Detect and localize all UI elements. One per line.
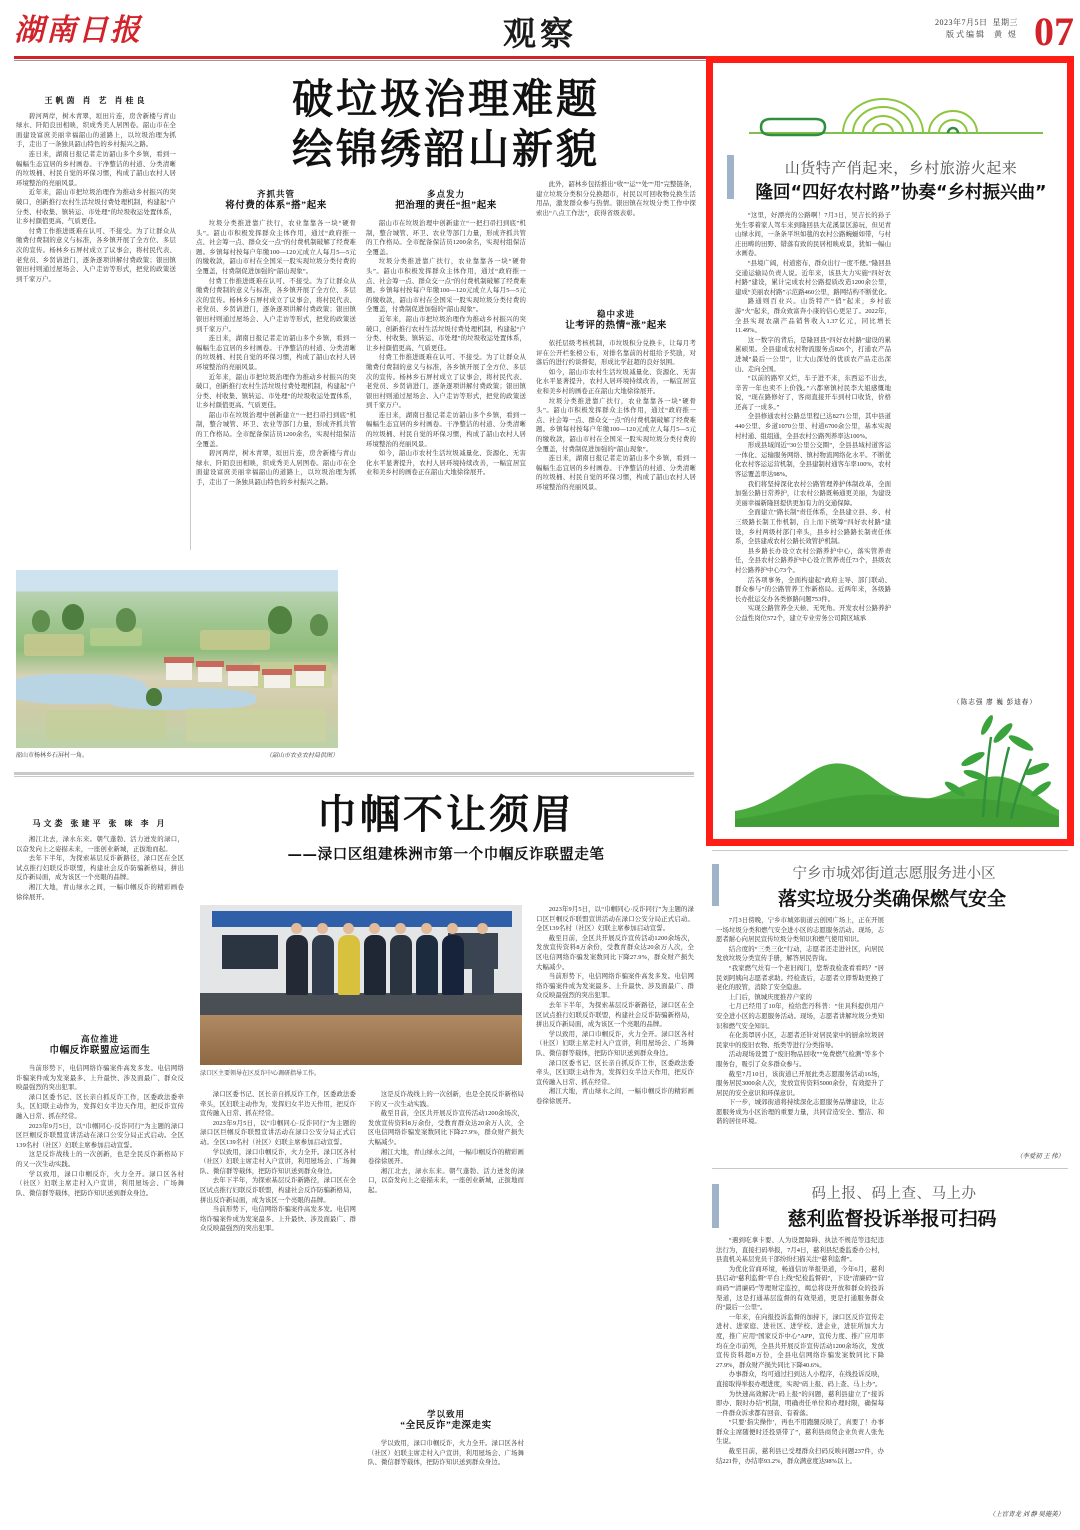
ra2-p4: 上门后，镇城庆度推荐户家的 — [728, 993, 812, 1001]
ra3-p2: 为优化营商环境，畅通信访举报渠道，今年6月，慈利县启动“慈利监督”平台上线“纪检监督码”，下设“清廉码”“营商码”“清廉码”等理财定监控，竭总将设开放和群众的投诉渠道，这是打通基层监督的有效渠道，更是打通服务群众的“最后一公里”。 — [716, 1265, 884, 1312]
article2-sub1-title: 巾帼反诈联盟应运而生 — [49, 1046, 151, 1056]
right-article-2-title: 落实垃圾分类确保燃气安全 — [777, 888, 1006, 910]
right-article-3 — [712, 1180, 1068, 1520]
article1-sub2-p1: 韶山市在垃圾治理中创新建立“一把扫帚扫到底”机制，整合城管、环卫、农业等部门力量，形成齐抓共管的工作格局。全市配备保洁员1200余名，实现村组保洁全覆盖。 — [366, 220, 526, 256]
article1-p3: 近年来，韶山市把垃圾治理作为推动乡村振兴的突破口，创新推行农村生活垃圾付费处理机制，构建起“户分类、村收集、镇转运、市处理”的垃圾收运处置体系，让乡村颜值更高、气质更佳。 — [16, 189, 176, 226]
article2-c3-p2: 截至目前，全区共开展反诈宣传活动1200余场次，发放宣传资料8万余份，受教育群众达20余万人次，全区电信网络诈骗发案数同比下降27.9%，群众财产损失大幅减少。 — [368, 1110, 524, 1146]
article1-col3 — [366, 180, 526, 760]
right-article-2-kicker: 宁乡市城郊街道志愿服务进小区 — [792, 866, 996, 882]
article1-col4 — [536, 180, 696, 760]
article2-c4-p4: 去年下半年，为探索基层反诈新路径，渌口区在全区试点推行妇联反诈联盟，构建社会反诈防骗新格局，拼出反诈新局面，成为该区一个亮眼的品牌。 — [536, 1001, 694, 1029]
article1-headline-line1: 破垃圾治理难题 — [292, 75, 600, 123]
article2-sub1-p1: 当前形势下，电信网络诈骗案件高发多发。电信网络诈骗案件成为发案最多、上升最快、涉及面最广、群众反映最强烈的突出犯罪。 — [16, 1065, 184, 1092]
article1-headline-line2: 绘锦绣韶山新貌 — [292, 125, 600, 173]
editor-label: 版式编辑 — [946, 30, 986, 39]
article1-sub3-p3: 垃圾分类推进靠广扶行，农业靠靠各一块“硬骨头”。韶山市积极发挥群众主体作用，通过“政府推一点、社会筹一点、群众交一点”的付费机制破解了经费难题。乡镇每村按每户年缴100—120元成立人每月5—5元的缴收款，韶山市村在全国采一股实现垃圾分类付费的全覆盖，付费制促进加强的“韶山现象”。 — [536, 397, 696, 453]
article1-sub2-body — [366, 219, 526, 744]
ra2-p1: 7月3日傍晚，宁乡市城郊街道云创园广场上，正在开展一场垃圾分类和燃气安全进小区的志愿服务活动。现场，志愿者耐心向居民宣传垃圾分类知识和燃气使用知识。 — [716, 917, 884, 944]
featured-body — [735, 211, 1059, 691]
article2-c4-p3: 当前形势下，电信网络诈骗案件高发多发。电信网络诈骗案件成为发案最多、上升最快、涉及面最广、群众反映最强烈的突出犯罪。 — [536, 973, 694, 1000]
article1-sub2-p6: 如今，韶山市农村生活垃圾减量化、资源化、无害化水平显著提升，农村人居环境持续改善，一幅宜居宜业和美乡村的画卷正在韶山大地徐徐展开。 — [366, 450, 526, 477]
article2-c4-p2: 截至目前，全区共开展反诈宣传活动1200余场次，发放宣传资料8万余份，受教育群众达20余万人次，全区电信网络诈骗发案数同比下降27.9%，群众财产损失大幅减少。 — [536, 934, 694, 971]
featured-kicker: 山货特产俏起来，乡村旅游火起来 — [784, 159, 1018, 177]
featured-p5: “以前的路窄又烂，车子进不来，东西运不出去，辛苦一年也卖不上价钱。”六都寨镇村民李大姐感慨地说，“现在路修好了，客商直接开车到村口收货，价格还高了一成多。” — [735, 375, 891, 411]
featured-p11: 活各项事务，全面构建起“政府主导、部门联动、群众参与”的公路管养工作新格局。近两年来，各级路长办批运交办各类修路问题753件。 — [735, 576, 891, 603]
article2-sub1-p4: 这是反诈战线上的一次创新，也是全民反诈新格局下的又一次生动实践。 — [16, 1151, 184, 1168]
article1-sub2-heading — [366, 188, 526, 213]
article2-c4-p6: 渌口区委书记、区长亲自抓反诈工作，区委政法委牵头，区妇联主动作为，发挥妇女半边天作用，把反诈宣传融入日常、抓在经常。 — [536, 1059, 694, 1086]
featured-signature: （陈志强 廖 巍 彭迪春） — [953, 699, 1037, 706]
ra2-p2: 结合度的“三类三化”行动，志愿者还走进社区，向居民发放垃圾分类宣传手册，解答居民咨询。 — [716, 945, 884, 963]
right-section-divider — [712, 1168, 1068, 1169]
ra2-p7: 活动现场设置了“废旧物品回收”“免费燃气检测”等多个服务台，吸引了众多群众参与。 — [716, 1051, 884, 1068]
article2-c4-p5: 学以致用，渌口巾帼反诈，火力全开。渌口区各村（社区）妇联主席走村入户宣讲，利用屋场会、广场舞队、微信群等载体，把防诈知识送到群众身边。 — [536, 1030, 694, 1057]
article2-photo — [200, 905, 522, 1065]
article1-sub2-p2: 垃圾分类推进靠广扶行，农业靠靠各一块“硬骨头”。韶山市积极发挥群众主体作用，通过“政府推一点、社会筹一点、群众交一点”的付费机制破解了经费难题。乡镇每村按每户年缴100—120元成立人每月5—5元的缴收款，韶山市村在全国采一股实现垃圾分类付费的全覆盖，付费制促进加强的“韶山现象”。 — [366, 258, 526, 314]
article1-sub3-body — [536, 339, 696, 734]
editor-name: 黄 煜 — [994, 30, 1018, 39]
ra2-p5: 七月已经用了10年，检给您丹科普：“住具科提供用户安全进小区的志愿服务活动。现场，志愿者讲解垃圾分类知识和燃气安全知识。 — [716, 1003, 884, 1030]
article2-p2: 去年下半年，为探索基层反诈新路径，渌口区在全区试点推行妇联反诈联盟，构建社会反诈防骗新格局，拼出反诈新局面，成为该区一个亮眼的品牌。 — [16, 855, 184, 882]
article2-c4-p1: 2023年9月5日，以“巾帼同心·反诈同行”为主题的渌口区巨帼反诈联盟宣讲活动在渌口公安分局正式启动。全区139名村（社区）妇联主席参加启动宣誓。 — [536, 906, 694, 933]
article1-headline — [196, 74, 696, 174]
article1-photo-caption — [16, 750, 338, 759]
right-article-3-title: 慈利监督投诉举报可扫码 — [787, 1208, 997, 1230]
featured-p7: 形成县域间近“30公里公交圈”，全县县域村道客运一体化、运输服务网络、镇村物流网络化水平。不断优化农村客运运营机制，全县建制村通客车率100%，农村客运覆盖率达98%。 — [735, 442, 891, 479]
article2-byline: 马文娄 张建平 张 咪 李 月 — [32, 819, 168, 828]
article2-sub2-title: “全民反诈”走深走实 — [400, 1421, 492, 1431]
masthead — [0, 0, 1080, 62]
page-title: 观察 — [503, 14, 577, 53]
date-text: 2023年7月5日 — [935, 18, 988, 27]
article1-sub3-p4: 连日来，湖南日报记者走访韶山多个乡镇，看到一幅幅生态宜居的乡村画卷。干净整洁的村道、分类清晰的垃圾桶、村民自觉的环保习惯，构成了韶山农村人居环境整治的亮丽风景。 — [536, 455, 696, 491]
article1-photo-credit: （韶山市农业农村局供图） — [265, 753, 338, 759]
page-number: 07 — [1034, 9, 1074, 54]
article1-sub3-p1: 依托层级考核机制，市垃圾积分兑换卡，让每月考评在公开栏张榜公布，对排名靠前的村组给予奖励，对落后的进行约谈督促，形成比学赶超的良好氛围。 — [536, 340, 696, 367]
article2-c3-p4: 湘江北去，渌水东来。朝气蓬勃、活力迸发的渌口，以奋发向上之姿描未来，一座创业新城，正拔地而起。 — [368, 1167, 524, 1194]
article1-sub2-p5: 连日来，湖南日报记者走访韶山多个乡镇，看到一幅幅生态宜居的乡村画卷。干净整洁的村道、分类清晰的垃圾桶、村民自觉的环保习惯，构成了韶山农村人居环境整治的亮丽风景。 — [366, 411, 526, 448]
right-article-3-body — [716, 1236, 1068, 1491]
article2-headline: 巾帼不让须眉 — [317, 792, 575, 838]
article2-sub1-p2: 渌口区委书记、区长亲自抓反诈工作，区委政法委牵头，区妇联主动作为，发挥妇女半边天作用，把反诈宣传融入日常、抓在经常。 — [16, 1093, 184, 1120]
green-hill-bamboo-graphic — [735, 707, 1059, 827]
featured-p4: 这一数字的背后，是隆回县“四好农村路”建设的累累硕果。全县建成农村物流服务点826个，打通农产品进城“最后一公里”，让大山深处的优质农产品走出深山、走向全国。 — [735, 336, 891, 373]
article2-sub1-p3: 2023年9月5日，以“巾帼同心·反诈同行”为主题的渌口区巨帼反诈联盟宣讲活动在渌口公安分局正式启动。全区139名村（社区）妇联主席参加启动宣誓。 — [16, 1122, 184, 1149]
article1-sub1-p2: 付费工作推进既难在认可、不接受。为了让群众从缴费付费制的意义与标准，各乡镇开展了全方位、多层次的宣传。杨林乡石屏村成立了议事会，将村民代表、老党员、乡贤请进门，逐条逐项讲解付费政策；银田镇银田村则通过屋场会、入户走访等形式，把党的政策送到千家万户。 — [196, 277, 356, 333]
featured-article-redbox — [706, 56, 1074, 846]
article1-sub3-p2: 如今，韶山市农村生活垃圾减量化、资源化、无害化水平显著提升，农村人居环境持续改善，一幅宜居宜业和美乡村的画卷正在韶山大地徐徐展开。 — [536, 368, 696, 395]
article2-c2-p4: 去年下半年，为探索基层反诈新路径，渌口区在全区试点推行妇联反诈联盟，构建社会反诈防骗新格局，拼出反诈新局面，成为该区一个亮眼的品牌。 — [200, 1177, 356, 1204]
article2-c2-p2: 2023年9月5日，以“巾帼同心·反诈同行”为主题的渌口区巨帼反诈联盟宣讲活动在渌口公安分局正式启动。全区139名村（社区）妇联主席参加启动宣誓。 — [200, 1119, 356, 1146]
article2-c2-p5: 当前形势下，电信网络诈骗案件高发多发。电信网络诈骗案件成为发案最多、上升最快、涉及面最广、群众反映最强烈的突出犯罪。 — [200, 1206, 356, 1233]
ra3-p7: 截至目前，慈利县已受理群众扫码反映问题237件，办结221件，办结率93.2%，群众满意度达98%以上。 — [716, 1448, 884, 1465]
ra3-p4: 办事群众，均可通过扫到达人小程序，在线投诉反映，直接取得举报办理进度，实现“码上报、码上查、马上办”。 — [716, 1371, 884, 1388]
article1-sub2-p4: 付费工作推进既难在认可、不接受。为了让群众从缴费付费制的意义与标准，各乡镇开展了全方位、多层次的宣传。杨林乡石屏村成立了议事会，将村民代表、老党员、乡贤请进门，逐条逐项讲解付费政策；银田镇银田村则通过屋场会、入户走访等形式，把党的政策送到千家万户。 — [366, 354, 526, 410]
article1-sub2-kicker: 多点发力 — [426, 189, 465, 199]
featured-p6: 全县修通农村公路总里程已达8271公里，其中县道440公里、乡道1070公里、村道6700余公里，基本实现村村通、组组通，全县农村公路列养率达100%。 — [735, 413, 891, 440]
article2-photo-caption: 渌口区主要领导在区反诈中心调研指导工作。 — [200, 1071, 321, 1077]
article1-sub1-p4: 近年来，韶山市把垃圾治理作为推动乡村振兴的突破口，创新推行农村生活垃圾付费处理机制，构建起“户分类、村收集、镇转运、市处理”的垃圾收运处置体系，让乡村颜值更高、气质更佳。 — [196, 373, 356, 410]
article2-lead-body — [16, 835, 184, 1025]
ra2-p9: 下一步，城郊街道将持续深化志愿服务品牌建设，让志愿服务成为小区治理的重要力量，共同营造安全、整洁、和谐的居住环境。 — [716, 1099, 884, 1126]
article2-col1 — [16, 818, 184, 1508]
article1-sub2-p3: 近年来，韶山市把垃圾治理作为推动乡村振兴的突破口，创新推行农村生活垃圾付费处理机制，构建起“户分类、村收集、镇转运、市处理”的垃圾收运处置体系，让乡村颜值更高、气质更佳。 — [366, 315, 526, 352]
article2-col4 — [536, 905, 694, 1510]
right-article-3-kicker: 码上报、码上查、马上办 — [811, 1186, 977, 1202]
article1-sub1-heading — [196, 188, 356, 213]
ra3-p1: “遇到吃拿卡要、人为设置障碍、执法不规范等违纪违法行为，直接扫码举报，7月4日，慈利县纪委监委办公村，县直机关基层党员干部纷纷扫描关注“慈利监督”。 — [716, 1237, 884, 1264]
article1-col4-top — [536, 180, 696, 300]
section-divider — [14, 772, 694, 775]
featured-article-inner — [721, 71, 1059, 831]
section-divider-2 — [14, 776, 694, 777]
article2-c3-p3: 湘江大地，青山绿水之间，一幅巾帼反诈的精彩画卷徐徐展开。 — [368, 1148, 524, 1166]
article2-sub1-heading — [16, 1033, 184, 1058]
article2-sub2-body — [368, 1439, 524, 1499]
ra2-p6: 在化粪罩居小区，志愿者还针对居民家中的厨余垃圾居民家中的废旧衣物、纸类等进行分类指导。 — [716, 1032, 884, 1049]
featured-p9: 全面建立“路长制”责任体系，全县建立县、乡、村三级路长制工作机制，自上而下统筹“四好农村路”建设，乡村两级村部门牵头，县乡村公路路长制责任体系，全县建成农村公路长效管护机制。 — [735, 509, 891, 546]
article1-p2: 连日来，湖南日报记者走访韶山多个乡镇，看到一幅幅生态宜居的乡村画卷。干净整洁的村道、分类清晰的垃圾桶、村民自觉的环保习惯，构成了韶山农村人居环境整治的亮丽风景。 — [16, 150, 176, 187]
weekday-text: 星期三 — [992, 18, 1018, 27]
featured-p2: “县境广阔，村道密布，群众出行一度不便。”隆回县交通运输局负责人说。近年来，该县大力实施“四好农村路”建设，累计完成农村公路提质改造1200余公里，建成“美丽农村路”示范路460公里，路网结构不断优化。 — [735, 259, 891, 296]
article1-sub1-p5: 韶山市在垃圾治理中创新建立“一把扫帚扫到底”机制，整合城管、环卫、农业等部门力量，形成齐抓共管的工作格局。全市配备保洁员1200余名，实现村组保洁全覆盖。 — [196, 411, 356, 448]
right-article-2-signature: （李爱初 王 伟） — [1016, 1153, 1064, 1160]
featured-title: 隆回“四好农村路”协奏“乡村振兴曲” — [755, 183, 1047, 203]
article2-subhead: ——渌口区组建株洲市第一个巾帼反诈联盟走笔 — [287, 846, 605, 863]
article1-sub2-p7: 此外，韶林乡包括推出“收”“运”“处”“用”完整链条，建立垃圾分类积分兑换超市，村民以可回收物兑换生活用品，激发群众参与热情。银田镇在垃圾分类工作中探索出“八点工作法”，获得省级表彰。 — [536, 181, 696, 217]
right-article-2-body — [716, 916, 1068, 1151]
article2-col2 — [200, 1090, 356, 1510]
article2-c3-p1: 这是反诈战线上的一次创新，也是全民反诈新格局下的又一次生动实践。 — [368, 1091, 524, 1108]
column-rule-1 — [190, 250, 191, 550]
article1-sub1-p1: 垃圾分类推进靠广扶行，农业靠靠各一块“硬骨头”。韶山市积极发挥群众主体作用，通过“政府推一点、社会筹一点、群众交一点”的付费机制破解了经费难题。乡镇每村按每户年缴100—120元成立人每月5—5元的缴收款，韶山市村在全国采一股实现垃圾分类付费的全覆盖，付费制促进加强的“韶山现象”。 — [196, 220, 356, 275]
article2-sub2-heading — [368, 1408, 524, 1433]
ra3-p3: 一年来，在向报投诉监督的加持下，渌口区反诈宣传走进村、进家庭、进社区、进学校、进企业，进驻所加大力度，推广应用“国家反诈中心”APP，宣传力度、推广应用率均在全市前列，全县共开展反诈宣传活动1200余场次，发放宣传资料超8万份，全县电信网络诈骗发案数同比下降27.9%，群众财产损失同比下降40.6%。 — [716, 1313, 884, 1369]
article2-p3: 湘江大地，青山绿水之间，一幅巾帼反诈的精彩画卷徐徐展开。 — [16, 883, 184, 901]
article2-col3-top — [368, 1090, 524, 1400]
article1-p3b: 付费工作推进既难在认可、不接受。为了让群众从缴费付费制的意义与标准，各乡镇开展了全方位、多层次的宣传。杨林乡石屏村成立了议事会，将村民代表、老党员、乡贤请进门，逐条逐项讲解付费政策；银田镇银田村则通过屋场会、入户走访等形式，把党的政策送到千家万户。 — [16, 227, 176, 283]
featured-p3: 路通则百业兴。山货特产“俏”起来，乡村旅游“火”起来，群众致富奔小康的信心更足了。2022年，全县实现农副产品销售收入1.37亿元，同比增长11.49%。 — [735, 298, 891, 335]
article2-sub1-body — [16, 1064, 184, 1494]
featured-p12: 实现公路管养全天候、无死角。开发农村公路养护公益性岗位572个，建立专业劳务公司跨区域承 — [735, 605, 891, 622]
article2-sub2-kicker: 学以致用 — [426, 1409, 465, 1419]
ra2-p8: 截至7月10日，该街道已开展此类志愿服务活动16场，服务居民3000余人次，发放宣传资料5000余份，有效提升了居民的安全意识和环保意识。 — [716, 1070, 884, 1097]
article1-sub2-title: 把治理的责任“担”起来 — [395, 201, 497, 211]
newspaper-logo: 湖南日报 — [14, 14, 142, 47]
article1-sub3-title: 让考评的热情“涨”起来 — [565, 321, 667, 331]
article2-c2-p1: 渌口区委书记、区长亲自抓反诈工作，区委政法委牵头，区妇联主动作为，发挥妇女半边天作用，把反诈宣传融入日常、抓在经常。 — [200, 1091, 356, 1118]
featured-p10: 县乡路长办设立农村公路养护中心，落实管养责任，全县农村公路养护中心设立管养责任73个，县级农村公路养护中心73个。 — [735, 547, 891, 574]
right-section-divider-2 — [712, 850, 1068, 851]
article1-byline: 王帆茵 肖 艺 肖桂良 — [44, 96, 148, 105]
article2-col3 — [368, 1090, 524, 1510]
date-block — [935, 17, 1018, 41]
article2-lead: 湘江北去，渌水东来。朝气蓬勃、活力迸发的渌口，以奋发向上之姿描未来，一座创业新城，正拔地而起。 — [16, 836, 184, 853]
article1-sub3-kicker: 稳中求进 — [596, 309, 635, 319]
article1-sub1-kicker: 齐抓共管 — [256, 189, 295, 199]
article1-lead: 碧河两岸，树木青翠，垣田片连，房舍新楼与青山绿水、阡陌良田相映，织成秀美人居图卷。韶山市在全面建设富庶美丽幸福韶山的道路上，以垃圾治理为抓手，走出了一条独具韶山特色的乡村振兴之路。 — [16, 112, 176, 149]
article2-sub2-p1: 学以致用，渌口巾帼反诈，火力全开。渌口区各村（社区）妇联主席走村入户宣讲，利用屋场会、广场舞队、微信群等载体，把防诈知识送到群众身边。 — [368, 1440, 524, 1467]
article2-c2-p3: 学以致用，渌口巾帼反诈，火力全开。渌口区各村（社区）妇联主席走村入户宣讲，利用屋场会、广场舞队、微信群等载体，把防诈知识送到群众身边。 — [200, 1148, 356, 1175]
article1-col1 — [16, 96, 176, 564]
article1-caption-text: 韶山市杨林乡石屏村一角。 — [16, 753, 89, 759]
right-article-3-signature: （上官青龙 刘 静 吴施美） — [988, 1511, 1064, 1518]
right-article-2 — [712, 858, 1068, 1158]
article1-sub1-p6: 碧河两岸，树木青翠，垣田片连，房舍新楼与青山绿水、阡陌良田相映，织成秀美人居图卷。韶山市在全面建设富庶美丽幸福韶山的道路上，以垃圾治理为抓手，走出了一条独具韶山特色的乡村振兴之路。 — [196, 450, 356, 487]
article2-sub1-kicker: 高位推进 — [80, 1034, 119, 1044]
ra2-p3: “我家燃气灶有一个老旧阀门，您帮我检查看看吗？”居民刘阿姨向志愿者求助。经检查后，志愿者立即帮助更换了老化的胶管，消除了安全隐患。 — [716, 964, 884, 992]
article1-sub1-title: 将付费的体系“搭”起来 — [225, 201, 327, 211]
featured-p1: “这里，好漂亮的公路啊！7月3日，吴吉长的孙子先生零着家人驾车来到隆回县大花溪景区游玩，但见青山绿水间，一条条平坦如毯的农村公路蜿蜒如带，与村庄田畴的田野、错落有致的民居相映成景，犹如一幅山水画卷。 — [735, 212, 891, 258]
article2-c4-p7: 湘江大地，青山绿水之间，一幅巾帼反诈的精彩画卷徐徐展开。 — [536, 1088, 694, 1105]
decorative-arc-graphic — [743, 85, 1053, 151]
article2-sub1-p5: 学以致用，渌口巾帼反诈，火力全开。渌口区各村（社区）妇联主席走村入户宣讲，利用屋场会、广场舞队、微信群等载体，把防诈知识送到群众身边。 — [16, 1170, 184, 1197]
article1-sub3-heading — [536, 308, 696, 333]
featured-p8: 我们将坚持深化农村公路管理养护体制改革，全面加强公路日常养护，让农村公路既畅通更美丽，为建设美丽幸福新隆回提供更加有力的交通保障。 — [735, 480, 891, 507]
article1-photo — [16, 570, 338, 748]
article1-sub1-p3: 连日来，湖南日报记者走访韶山多个乡镇，看到一幅幅生态宜居的乡村画卷。干净整洁的村道、分类清晰的垃圾桶、村民自觉的环保习惯，构成了韶山农村人居环境整治的亮丽风景。 — [196, 335, 356, 371]
ra3-p5: 为快速高效解决“码上报”的问题，慈利县建立了“接诉即办、限时办结”机制，明确责任单位和办理时限，确保每一件群众诉求都有回音、有着落。 — [716, 1390, 884, 1417]
ra3-p6: “只要‘指尖操作’，再也不用跑腿反映了，真要了！办事群众主席随便时还投票带了”，慈利县商贸企业负责人张先生说。 — [716, 1419, 884, 1446]
